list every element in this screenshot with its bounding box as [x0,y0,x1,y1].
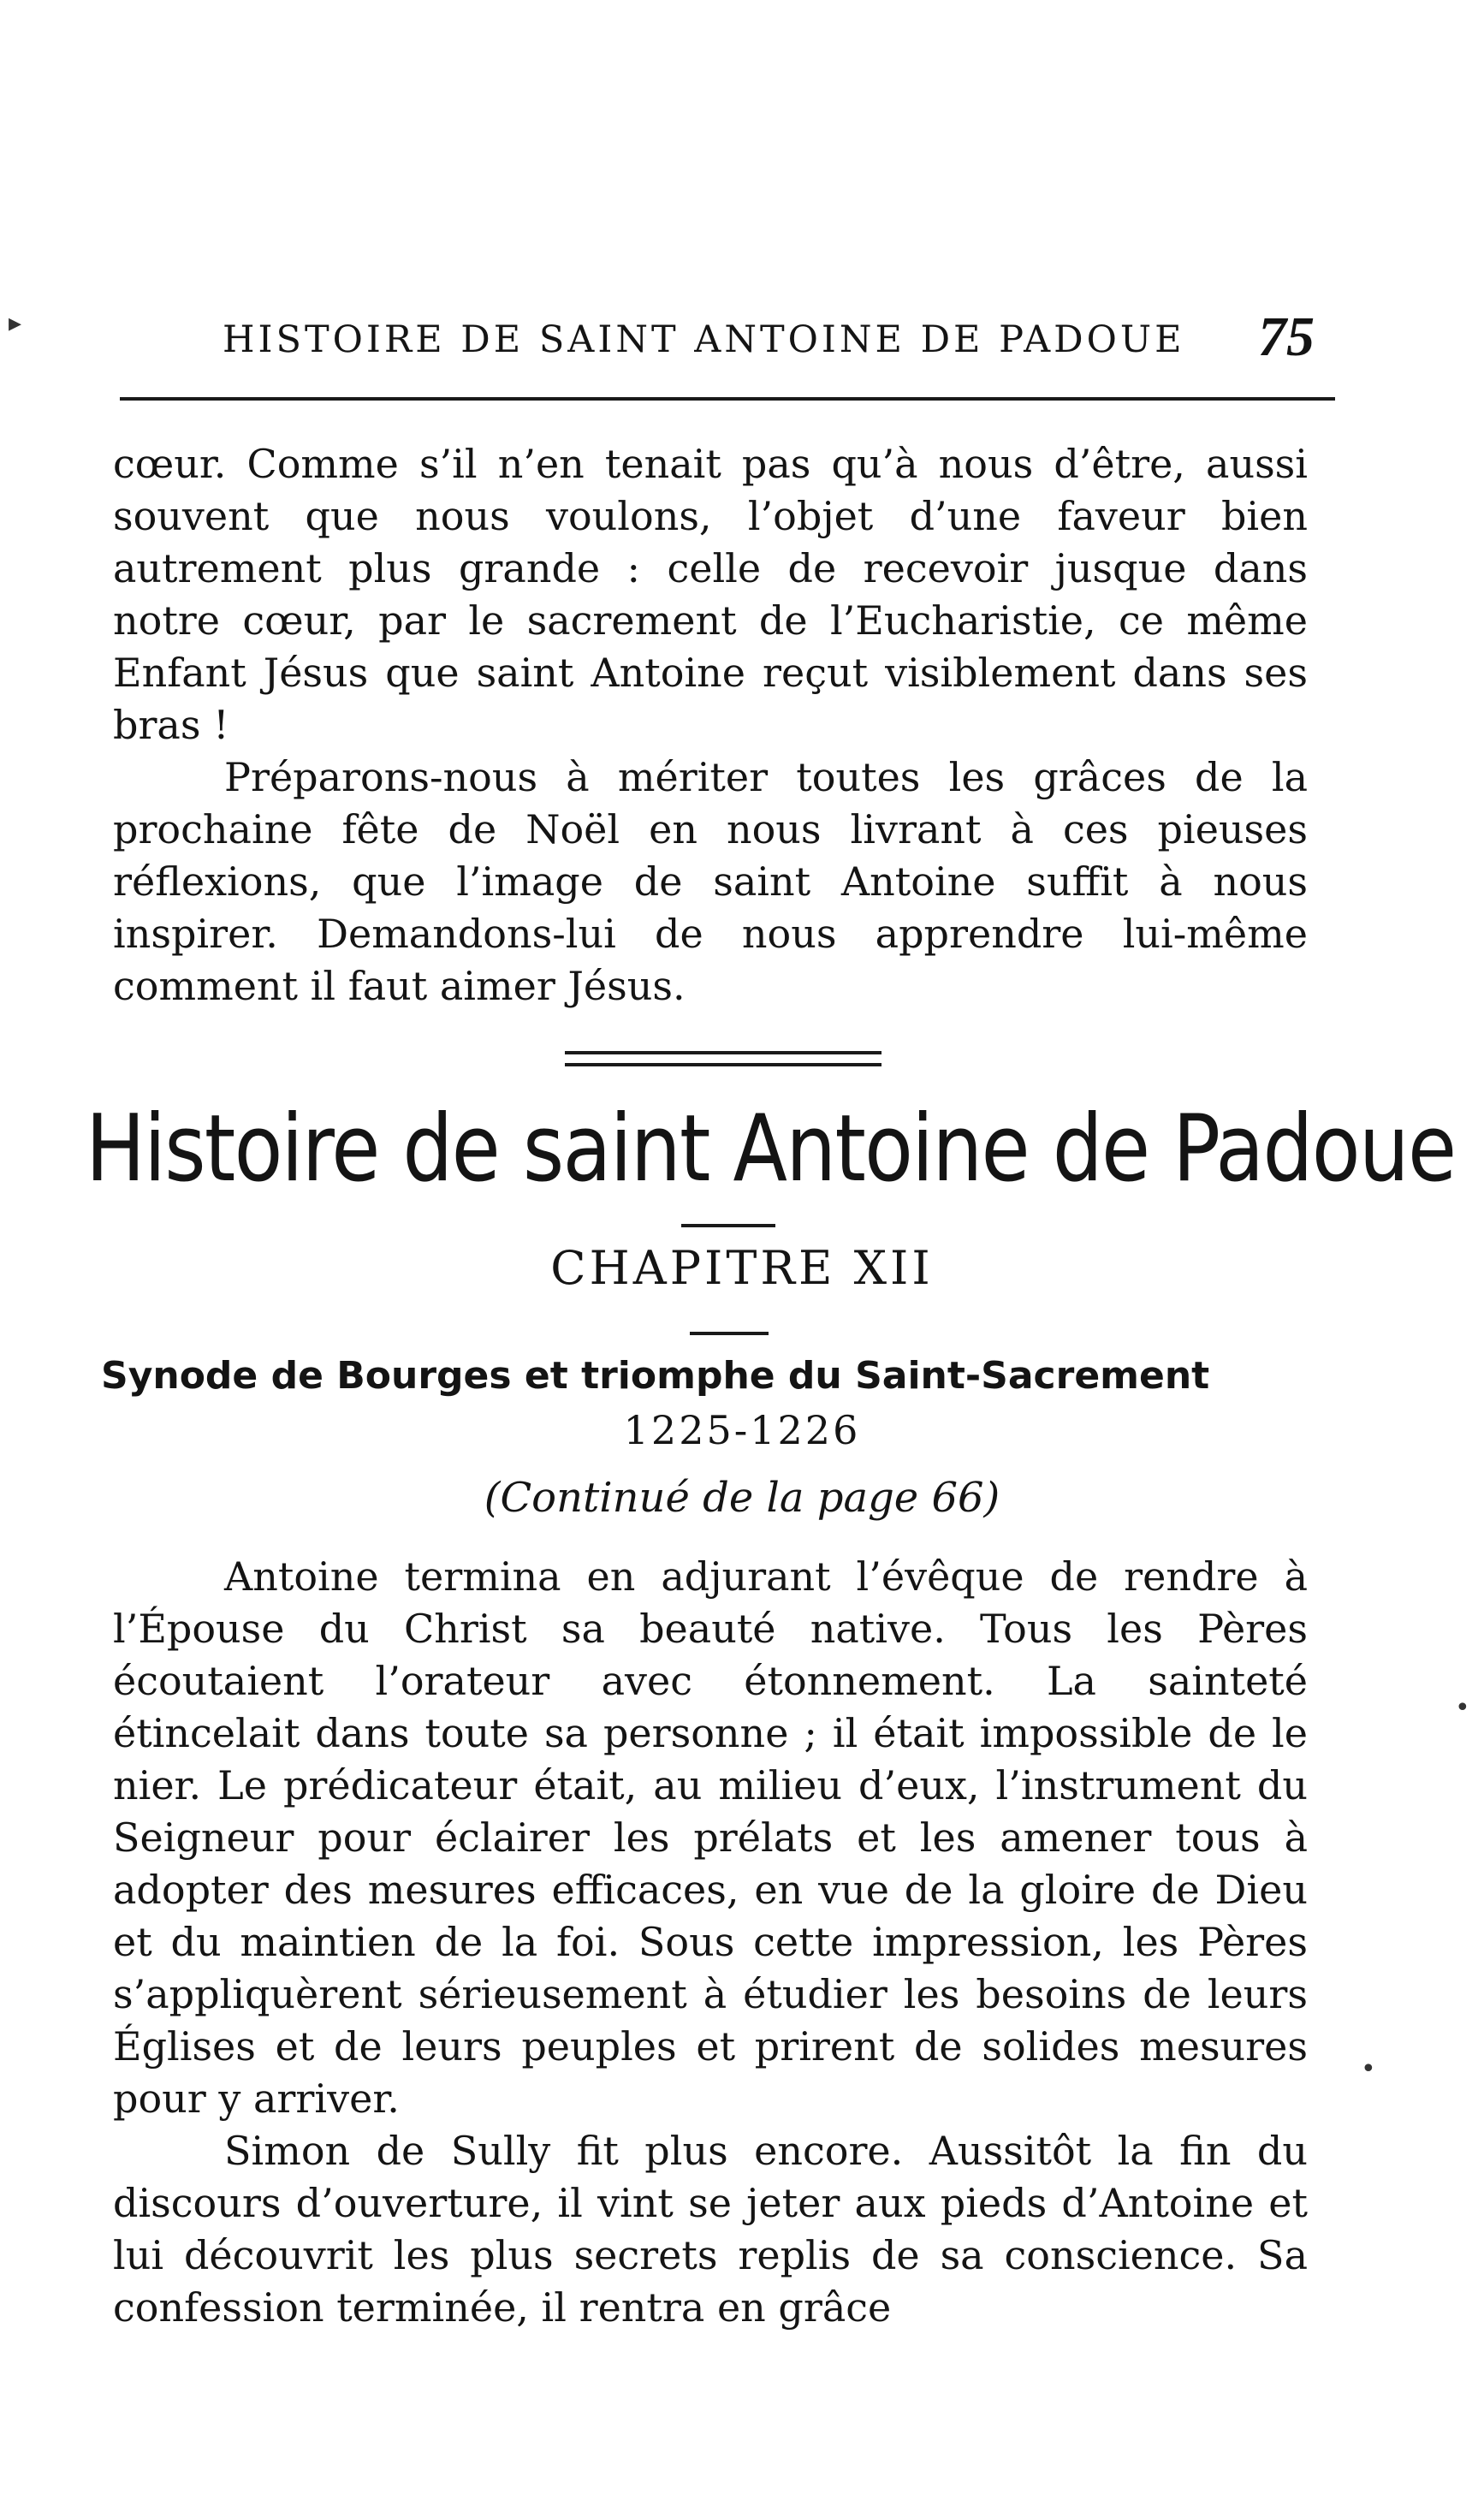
top-paragraph-2: Préparons-nous à mériter toutes les grâces de la prochaine fête de Noël en nous livrant à ces pieuses réflexions, que l’image de saint Antoine suffit à nous inspirer. Demandons-lui de nous apprendre lui-même comment il faut aimer Jésus. [113,754,1308,1009]
article-title: Histoire de saint Antoine de Padoue [86,1096,1456,1203]
article-paragraph-1: Antoine termina en adjurant l’évêque de rendre à l’Épouse du Christ sa beauté native. Tous les Pères écoutaient l’orateur avec étonnement. La sainteté étincelait dans toute sa personne ; il était impossible de le nier. Le prédicateur était, au milieu d’eux, l’instrument du Seigneur pour éclairer les prélats et les amener tous à adopter des mesures efficaces, en vue de la gloire de Dieu et du maintien de la foi. Sous cette impression, les Pères s’appliquèrent sérieusement à étudier les besoins de leurs Églises et de leurs peuples et prirent de solides mesures pour y arriver. [113,1553,1308,2122]
running-header: HISTOIRE DE SAINT ANTOINE DE PADOUE [223,318,1185,361]
header-rule [120,397,1335,401]
chapter-rule [690,1332,769,1335]
chapter-subtitle: Synode de Bourges et triomphe du Saint-Sacrement [101,1354,1210,1398]
chapter-dates: 1225-1226 [623,1407,861,1453]
margin-speck: • [1361,2054,1376,2084]
title-rule [681,1224,775,1227]
margin-speck: • [1455,1693,1470,1723]
top-paragraph-1: cœur. Comme s’il n’en tenait pas qu’à nous d’être, aussi souvent que nous voulons, l’objet d’une faveur bien autrement plus grande : celle de recevoir jusque dans notre cœur, par le sacrement de l’Eucharistie, ce même Enfant Jésus que saint Antoine reçut visiblement dans ses bras ! [113,441,1308,748]
article-text-block [113,1551,1308,2334]
page-number: 75 [1258,306,1315,368]
section-divider [565,1051,881,1066]
continued-note: (Continué de la page 66) [484,1474,1000,1522]
chapter-heading: CHAPITRE XII [550,1241,934,1295]
article-paragraph-2: Simon de Sully fit plus encore. Aussitôt la fin du discours d’ouverture, il vint se jeter aux pieds d’Antoine et lui découvrit les plus secrets replis de sa conscience. Sa confession terminée, il rentra en grâce [113,2128,1308,2331]
margin-speck: ▸ [9,308,22,338]
top-text-block [113,438,1308,1012]
